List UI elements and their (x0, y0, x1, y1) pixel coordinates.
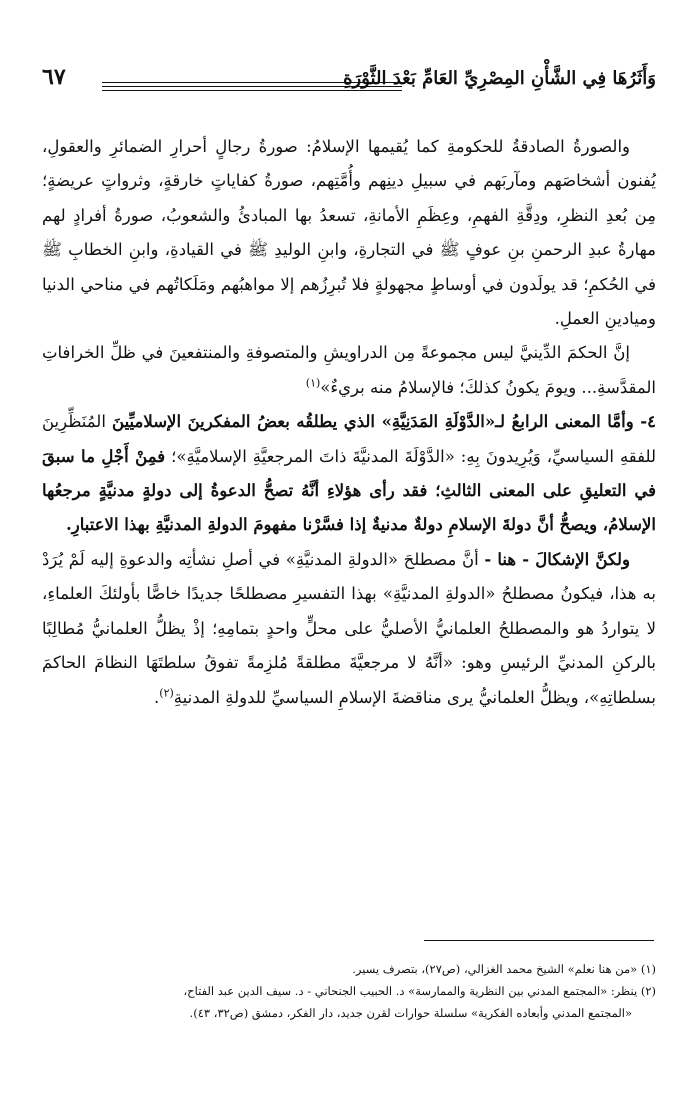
footnote-2: (٢) ينظر: «المجتمع المدني بين النظرية والممارسة» د. الحبيب الجنحاني - د. سيف الدين عبد الفتاح، (183, 984, 656, 998)
paragraph-2-text: إنَّ الحكمَ الدِّينيَّ ليس مجموعةً مِن الدراويشِ والمتصوفةِ والمنتفعينَ في ظلِّ الخرافاتِ المقدَّسةِ... ويومَ يكونُ كذلكَ؛ فالإسلامُ منه بريءٌ» (42, 343, 656, 397)
footnote-separator (424, 940, 654, 941)
footnotes (42, 958, 656, 1024)
paragraph-3 (42, 405, 656, 543)
paragraph-4-lead: ولكنَّ الإشكالَ - هنا - (484, 549, 631, 569)
page-number: ٦٧ (42, 64, 66, 90)
header-rule-thin (102, 90, 402, 91)
footnote-2-continued: «المجتمع المدني وأبعاده الفكرية» سلسلة حوارات لقرن جديد، دار الفكر، دمشق (ص٣٢، ٤٣). (189, 1006, 632, 1020)
body-text (42, 130, 656, 715)
paragraph-4-body: أنَّ مصطلحَ «الدولةِ المدنيَّةِ» في أصلِ نشأتِه والدعوةِ إليه لَمْ يُرَدْ به هذا، فيكونُ مصطلحُ «الدولةِ المدنيَّةِ» بهذا التفسيرِ مصطلحًا جديدًا خاصًّا بأولئكَ العلماءِ، لا يتواردُ هو والمصطلحُ العلمانيُّ الأصليُّ على محلٍّ واحدٍ بتمامِهِ؛ إذْ يظلُّ العلمانيُّ مُطالِبًا بالركنِ المدنيِّ الرئيسِ وهو: «أنَّهُ لا مرجعيَّةَ مطلقةً مُلزِمةً تفوقُ سلطتَهَا النظامَ الحاكمَ بسلطاتِهِ»، ويظلُّ العلمانيُّ يرى مناقضةَ الإسلامِ السياسيِّ للدولةِ المدنيةِ (42, 549, 656, 707)
footnote-ref-2[interactable]: (٢) (159, 686, 174, 699)
footnote-1: (١) «من هنا نعلم» الشيخ محمد الغزالي، (ص٢٧)، بتصرف يسير. (352, 962, 656, 976)
paragraph-3-body: المُنَظِّرِينَ للفقهِ السياسيِّ، وَيُرِيدونَ بِهِ: «الدَّوْلَةَ المدنيَّةَ ذاتَ المرجعيَّةِ الإسلاميَّةِ»؛ (42, 412, 656, 466)
paragraph-3-conclusion: فمِنْ أَجْلِ ما سبقَ في التعليقِ على المعنى الثالثِ؛ فقد رأى هؤلاءِ أنَّهُ تصحُّ الدعوةُ إلى دولةٍ مدنيَّةٍ مرجعُها الإسلامُ، ويصحُّ أنَّ دولةَ الإسلامِ دولةٌ مدنيةٌ إذا فسَّرْنا مفهومَ الدولةِ المدنيَّةِ بهذا الاعتبارِ. (42, 446, 656, 535)
running-header (40, 64, 656, 100)
header-title: وَأَثَرُهَا فِي الشَّأْنِ المِصْرِيِّ العَامِّ بَعْدَ الثَّوْرَةِ (343, 68, 656, 89)
paragraph-4-end: . (154, 687, 160, 707)
paragraph-4 (42, 543, 656, 715)
paragraph-2 (42, 336, 656, 405)
header-rule (102, 82, 402, 87)
footnote-ref-1[interactable]: (١) (305, 376, 321, 390)
paragraph-1: والصورةُ الصادقةُ للحكومةِ كما يُقيمها الإسلامُ: صورةُ رجالٍ أحرارِ الضمائرِ والعقولِ، يُفنون أشخاصَهم ومآربَهم في سبيلِ دينِهم وأُمَّتِهم، صورةُ كفاياتٍ خارقةٍ، وثرواتٍ عريضةٍ؛ مِن بُعدِ النظرِ، ودِقَّةِ الفهمِ، وعِظَمِ الأمانةِ، تسعدُ بها المبادئُ والشعوبُ، صورةُ أفرادٍ لهم مهارةُ عبدِ الرحمنِ بنِ عوفٍ ﷺ في التجارةِ، وابنِ الوليدِ ﷺ في القيادةِ، وابنِ الخطابِ ﷺ في الحُكمِ؛ قد يولَدون في أوساطٍ مجهولةٍ فلا تُبرِزُهم إلا مواهبُهم ومَلَكاتُهم في مناحي الدنيا وميادينِ العملِ. (42, 137, 656, 329)
paragraph-3-heading: ٤- وأمَّا المعنى الرابعُ لـ«الدَّوْلَةِ المَدَنِيَّةِ» الذي يطلقُه بعضُ المفكرينَ الإسلاميِّينَ (112, 412, 656, 432)
